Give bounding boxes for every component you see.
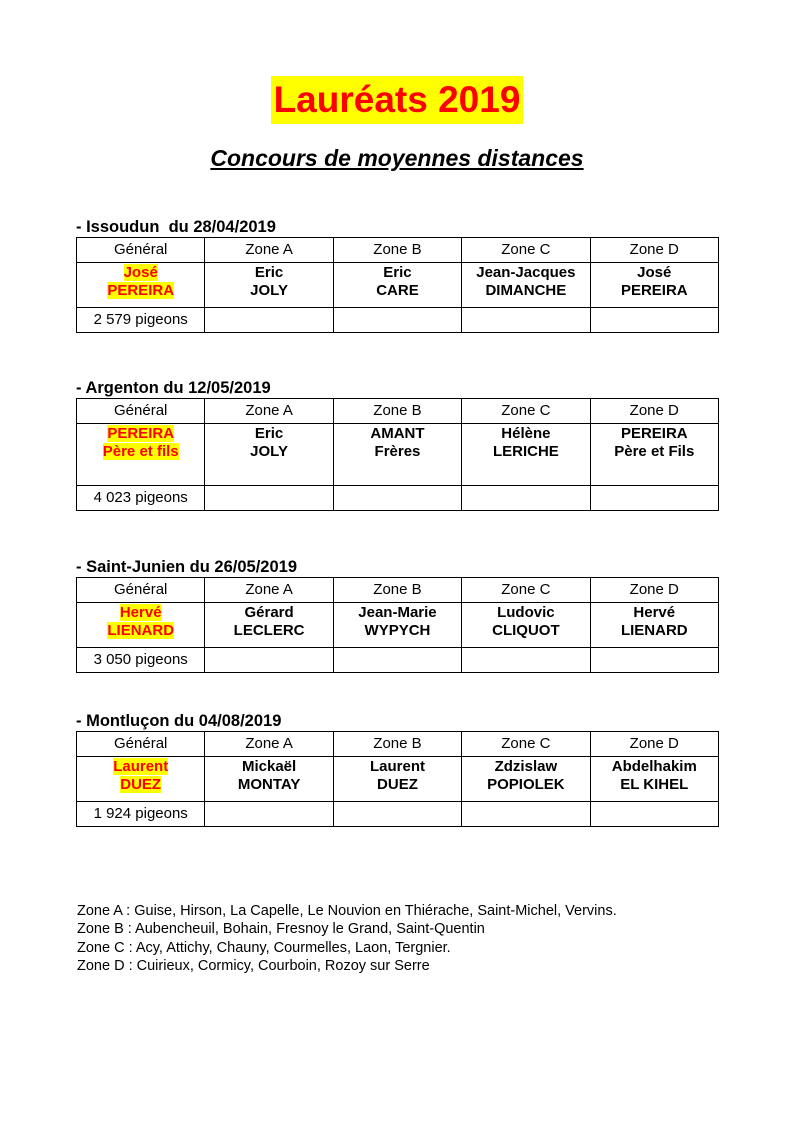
winner-first-name: Abdelhakim: [611, 758, 697, 775]
winner-first-name: José: [637, 264, 672, 281]
col-header-zone-b: Zone B: [333, 399, 461, 424]
winner-zone-c: [462, 603, 590, 648]
pigeon-count: 1 924 pigeons: [77, 802, 205, 827]
winner-first-name: Laurent: [113, 758, 169, 775]
empty-cell: [462, 308, 590, 333]
col-header-zone-a: Zone A: [205, 578, 333, 603]
col-header-zone-a: Zone A: [205, 238, 333, 263]
title-container: [0, 76, 794, 124]
page-subtitle: Concours de moyennes distances: [210, 145, 584, 171]
header-row: [77, 238, 719, 263]
winner-last-name: DUEZ: [120, 776, 162, 793]
winner-zone-c: [462, 424, 590, 486]
col-header-zone-c: Zone C: [462, 578, 590, 603]
winner-last-name: Père et Fils: [614, 443, 695, 460]
winner-first-name: Jean-Jacques: [476, 264, 576, 281]
empty-cell: [333, 308, 461, 333]
winner-last-name: EL KIHEL: [620, 776, 689, 793]
empty-cell: [205, 486, 333, 511]
winner-zone-d: [590, 424, 718, 486]
col-header-zone-b: Zone B: [333, 578, 461, 603]
winner-first-name: Eric: [254, 425, 284, 442]
col-header-general: Général: [77, 238, 205, 263]
contest-section: [76, 711, 719, 827]
empty-cell: [333, 486, 461, 511]
winner-first-name: PEREIRA: [620, 425, 688, 442]
empty-cell: [333, 802, 461, 827]
winner-first-name: Eric: [383, 264, 412, 281]
results-table: [76, 398, 719, 511]
contest-section: [76, 557, 719, 673]
col-header-zone-b: Zone B: [333, 238, 461, 263]
winner-first-name: Laurent: [369, 758, 425, 775]
empty-cell: [462, 486, 590, 511]
empty-cell: [205, 308, 333, 333]
col-header-zone-b: Zone B: [333, 732, 461, 757]
col-header-zone-c: Zone C: [462, 238, 590, 263]
pigeon-count-row: [77, 486, 719, 511]
pigeon-count-row: [77, 802, 719, 827]
col-header-zone-d: Zone D: [590, 578, 718, 603]
winner-last-name: JOLY: [250, 443, 288, 460]
page-title: Lauréats 2019: [271, 76, 524, 124]
winner-last-name: PEREIRA: [620, 282, 688, 299]
col-header-zone-d: Zone D: [590, 732, 718, 757]
col-header-general: Général: [77, 399, 205, 424]
zone-d-description: Zone D : Cuirieux, Cormicy, Courboin, Rozoy sur Serre: [77, 957, 430, 974]
winner-zone-b: [333, 263, 461, 308]
winner-first-name: Ludovic: [497, 604, 555, 621]
contest-title: - Saint-Junien du 26/05/2019: [76, 558, 297, 576]
zones-legend: [77, 902, 617, 975]
pigeon-count: 2 579 pigeons: [77, 308, 205, 333]
contest-title: - Issoudun du 28/04/2019: [76, 218, 276, 236]
winner-general: [77, 757, 205, 802]
col-header-zone-c: Zone C: [462, 732, 590, 757]
winner-zone-a: [205, 424, 333, 486]
winner-last-name: JOLY: [250, 282, 288, 299]
col-header-general: Général: [77, 578, 205, 603]
winner-zone-d: [590, 263, 718, 308]
winners-row: [77, 603, 719, 648]
results-table: [76, 577, 719, 673]
pigeon-count: 4 023 pigeons: [77, 486, 205, 511]
results-table: [76, 237, 719, 333]
winner-zone-c: [462, 757, 590, 802]
winner-zone-d: [590, 757, 718, 802]
winner-last-name: MONTAY: [237, 776, 301, 793]
winner-last-name: CARE: [376, 282, 419, 299]
contest-title: - Argenton du 12/05/2019: [76, 379, 271, 397]
contest-title: - Montluçon du 04/08/2019: [76, 712, 282, 730]
pigeon-count-row: [77, 308, 719, 333]
winner-last-name: LECLERC: [233, 622, 305, 639]
header-row: [77, 578, 719, 603]
winner-first-name: Mickaël: [241, 758, 297, 775]
winner-last-name: LERICHE: [492, 443, 559, 460]
winner-zone-a: [205, 603, 333, 648]
winner-zone-b: [333, 424, 461, 486]
col-header-general: Général: [77, 732, 205, 757]
winner-first-name: Zdzislaw: [494, 758, 558, 775]
winner-first-name: José: [123, 264, 158, 281]
winner-last-name: Frères: [374, 443, 421, 460]
empty-cell: [590, 308, 718, 333]
zone-a-description: Zone A : Guise, Hirson, La Capelle, Le Nouvion en Thiérache, Saint-Michel, Vervins.: [77, 903, 617, 919]
winner-last-name: POPIOLEK: [487, 776, 565, 793]
empty-cell: [590, 486, 718, 511]
winner-last-name: LIENARD: [620, 622, 688, 639]
winner-general: [77, 424, 205, 486]
header-row: [77, 732, 719, 757]
winner-last-name: PEREIRA: [107, 282, 175, 299]
winner-general: [77, 603, 205, 648]
contest-section: [76, 217, 719, 333]
winner-first-name: Hélène: [501, 425, 551, 442]
winners-row: [77, 424, 719, 486]
zone-c-description: Zone C : Acy, Attichy, Chauny, Courmelles, Laon, Tergnier.: [77, 939, 451, 956]
winner-zone-b: [333, 603, 461, 648]
header-row: [77, 399, 719, 424]
winner-first-name: Eric: [254, 264, 284, 281]
winner-zone-c: [462, 263, 590, 308]
winner-last-name: CLIQUOT: [492, 622, 560, 639]
results-table: [76, 731, 719, 827]
col-header-zone-c: Zone C: [462, 399, 590, 424]
empty-cell: [590, 802, 718, 827]
winner-first-name: Jean-Marie: [358, 604, 437, 621]
empty-cell: [205, 648, 333, 673]
winner-last-name: DUEZ: [377, 776, 418, 793]
winner-last-name: Père et fils: [102, 443, 179, 460]
winners-row: [77, 757, 719, 802]
zone-b-description: Zone B : Aubencheuil, Bohain, Fresnoy le Grand, Saint-Quentin: [77, 921, 485, 938]
winner-zone-b: [333, 757, 461, 802]
winners-row: [77, 263, 719, 308]
winner-zone-a: [205, 263, 333, 308]
pigeon-count-row: [77, 648, 719, 673]
empty-cell: [462, 648, 590, 673]
col-header-zone-a: Zone A: [205, 732, 333, 757]
col-header-zone-a: Zone A: [205, 399, 333, 424]
contest-section: [76, 378, 719, 511]
empty-cell: [590, 648, 718, 673]
winner-last-name: LIENARD: [107, 622, 175, 639]
winner-general: [77, 263, 205, 308]
winner-first-name: Hervé: [633, 604, 676, 621]
empty-cell: [333, 648, 461, 673]
empty-cell: [462, 802, 590, 827]
winner-first-name: AMANT: [370, 425, 425, 442]
pigeon-count: 3 050 pigeons: [77, 648, 205, 673]
empty-cell: [205, 802, 333, 827]
winner-last-name: DIMANCHE: [485, 282, 567, 299]
winner-first-name: PEREIRA: [107, 425, 175, 442]
winner-zone-a: [205, 757, 333, 802]
winner-first-name: Hervé: [119, 604, 162, 621]
col-header-zone-d: Zone D: [590, 238, 718, 263]
winner-last-name: WYPYCH: [364, 622, 431, 639]
col-header-zone-d: Zone D: [590, 399, 718, 424]
winner-first-name: Gérard: [244, 604, 294, 621]
winner-zone-d: [590, 603, 718, 648]
